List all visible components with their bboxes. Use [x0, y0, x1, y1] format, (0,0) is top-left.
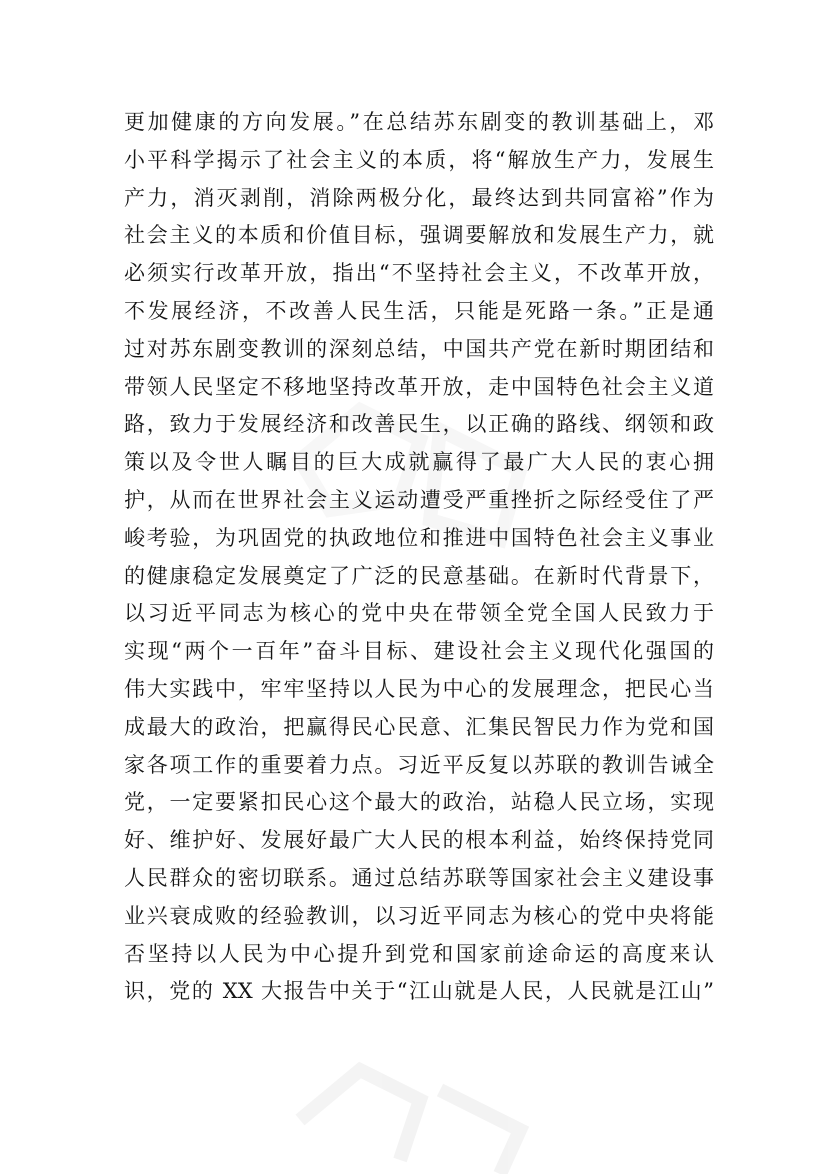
text-line: 不发展经济，不改善人民生活，只能是死路一条。”正是通 [124, 298, 714, 323]
text-line: 产力，消灭剥削，消除两极分化，最终达到共同富裕”作为 [124, 185, 714, 210]
text-line: 的健康稳定发展奠定了广泛的民意基础。在新时代背景下， [124, 563, 714, 588]
text-line: 必须实行改革开放，指出“不坚持社会主义，不改革开放， [124, 261, 714, 286]
text-line: 路，致力于发展经济和改善民生，以正确的路线、纲领和政 [124, 412, 714, 437]
text-line: 策以及令世人瞩目的巨大成就赢得了最广大人民的衷心拥 [124, 450, 714, 475]
text-line: 党，一定要紧扣民心这个最大的政治，站稳人民立场，实现 [124, 790, 714, 815]
text-line: 识，党的 XX 大报告中关于“江山就是人民，人民就是江山” [124, 979, 714, 1004]
text-line: 峻考验，为巩固党的执政地位和推进中国特色社会主义事业 [124, 525, 714, 550]
watermark-lower [300, 1070, 520, 1174]
text-line: 护，从而在世界社会主义运动遭受严重挫折之际经受住了严 [124, 487, 714, 512]
text-line: 业兴衰成败的经验教训，以习近平同志为核心的党中央将能 [124, 903, 714, 928]
text-line: 以习近平同志为核心的党中央在带领全党全国人民致力于 [124, 601, 714, 626]
text-line: 否坚持以人民为中心提升到党和国家前途命运的高度来认 [124, 941, 714, 966]
text-line: 社会主义的本质和价值目标，强调要解放和发展生产力，就 [124, 223, 714, 248]
body-paragraph [124, 104, 714, 1011]
text-line: 实现“两个一百年”奋斗目标、建设社会主义现代化强国的 [124, 639, 714, 664]
text-line: 家各项工作的重要着力点。习近平反复以苏联的教训告诫全 [124, 752, 714, 777]
text-line: 更加健康的方向发展。”在总结苏东剧变的教训基础上，邓 [124, 110, 714, 134]
text-line: 成最大的政治，把赢得民心民意、汇集民智民力作为党和国 [124, 714, 714, 739]
text-line: 伟大实践中，牢牢坚持以人民为中心的发展理念，把民心当 [124, 676, 714, 701]
text-line: 好、维护好、发展好最广大人民的根本利益，始终保持党同 [124, 828, 714, 853]
text-line: 过对苏东剧变教训的深刻总结，中国共产党在新时期团结和 [124, 336, 714, 361]
text-line: 带领人民坚定不移地坚持改革开放，走中国特色社会主义道 [124, 374, 714, 399]
text-line: 人民群众的密切联系。通过总结苏联等国家社会主义建设事 [124, 865, 714, 890]
text-line: 小平科学揭示了社会主义的本质，将“解放生产力，发展生 [124, 147, 714, 172]
